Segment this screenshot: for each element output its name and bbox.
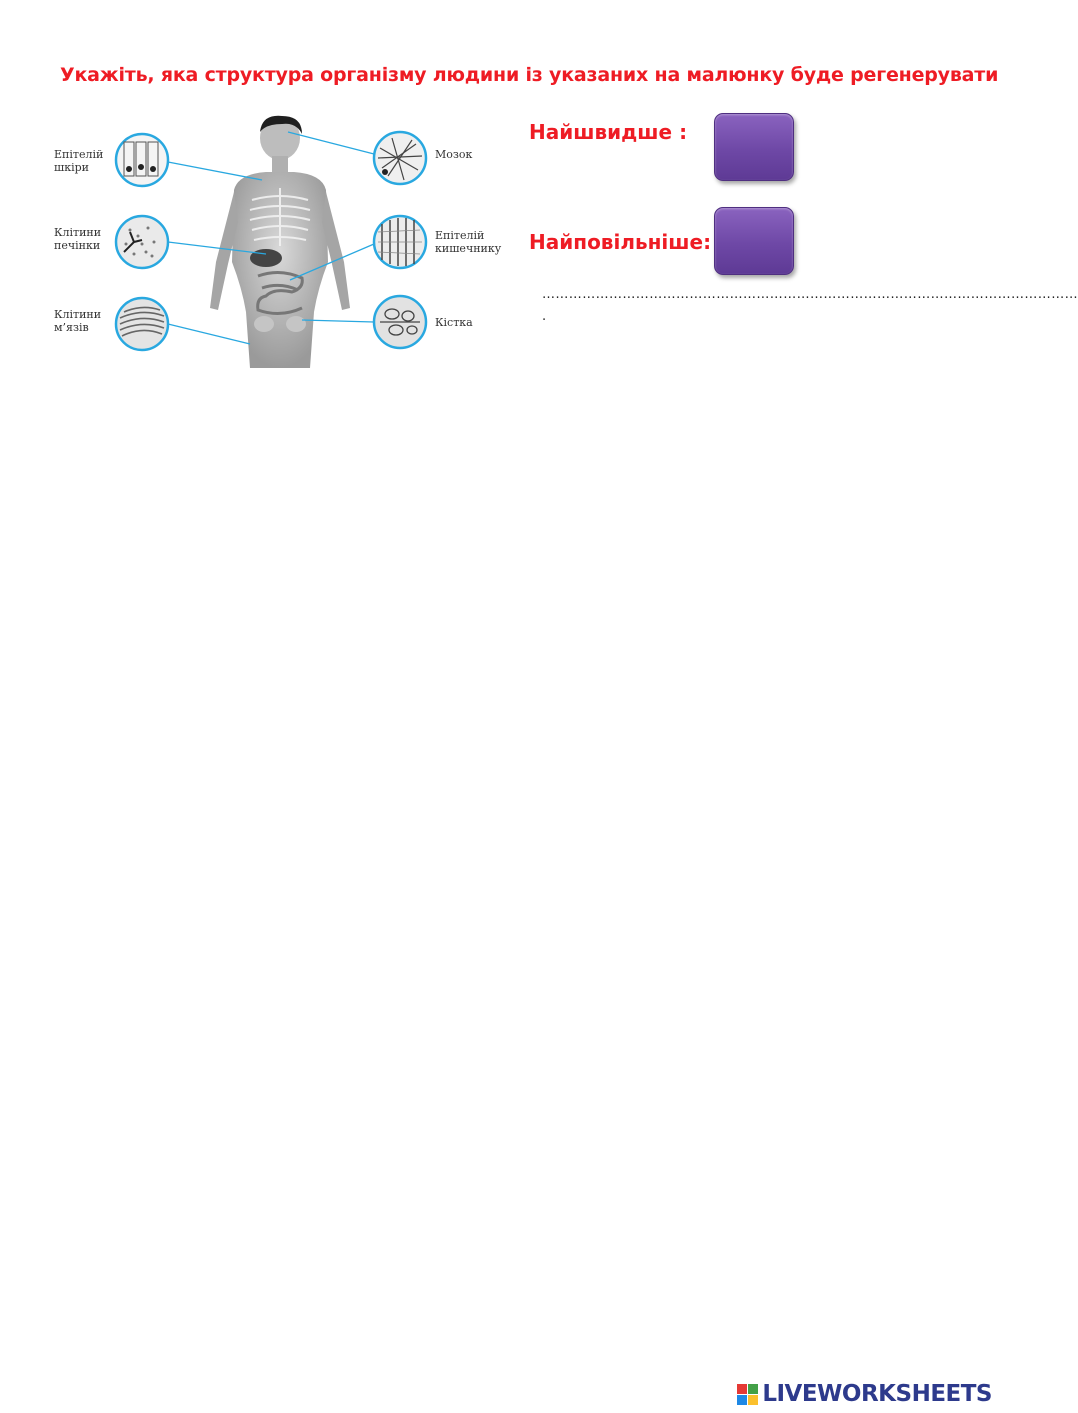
logo-square-icon: [748, 1395, 758, 1405]
label-liver-cells: Клітини печінки: [54, 226, 102, 252]
label-skin-epithelium: Епітелій шкіри: [54, 148, 104, 174]
slowest-answer-drop-box[interactable]: [714, 207, 794, 275]
fastest-answer-drop-box[interactable]: [714, 113, 794, 181]
dotted-line-end: .: [542, 309, 547, 324]
label-muscle-cells: Клітини м’язів: [54, 308, 102, 334]
logo-square-icon: [737, 1395, 747, 1405]
label-intestinal-epithelium: Епітелій кишечнику: [435, 229, 502, 255]
body-silhouette: [210, 116, 350, 368]
slowest-label: Найповільніше:: [529, 230, 712, 254]
label-brain: Мозок: [435, 148, 473, 161]
intestinal-epithelium-circle: [374, 216, 426, 268]
answer-dotted-line: [542, 284, 1078, 328]
logo-square-icon: [748, 1384, 758, 1394]
dotted-line-text: …………………………………………………………………………………………………………: [542, 287, 1078, 302]
logo-squares-icon: [737, 1384, 758, 1405]
logo-text: LIVEWORKSHEETS: [762, 1381, 992, 1407]
logo-square-icon: [737, 1384, 747, 1394]
worksheet-title: Укажіть, яка структура організму людини із указаних на малюнку буде регенерувати: [60, 64, 999, 86]
human-body-figure: [52, 112, 512, 368]
bone-tissue-circle: [374, 296, 426, 348]
fastest-label: Найшвидше :: [529, 120, 688, 144]
label-bone: Кістка: [435, 316, 473, 329]
liveworksheets-logo: [737, 1381, 992, 1407]
brain-tissue-circle: [374, 132, 426, 184]
